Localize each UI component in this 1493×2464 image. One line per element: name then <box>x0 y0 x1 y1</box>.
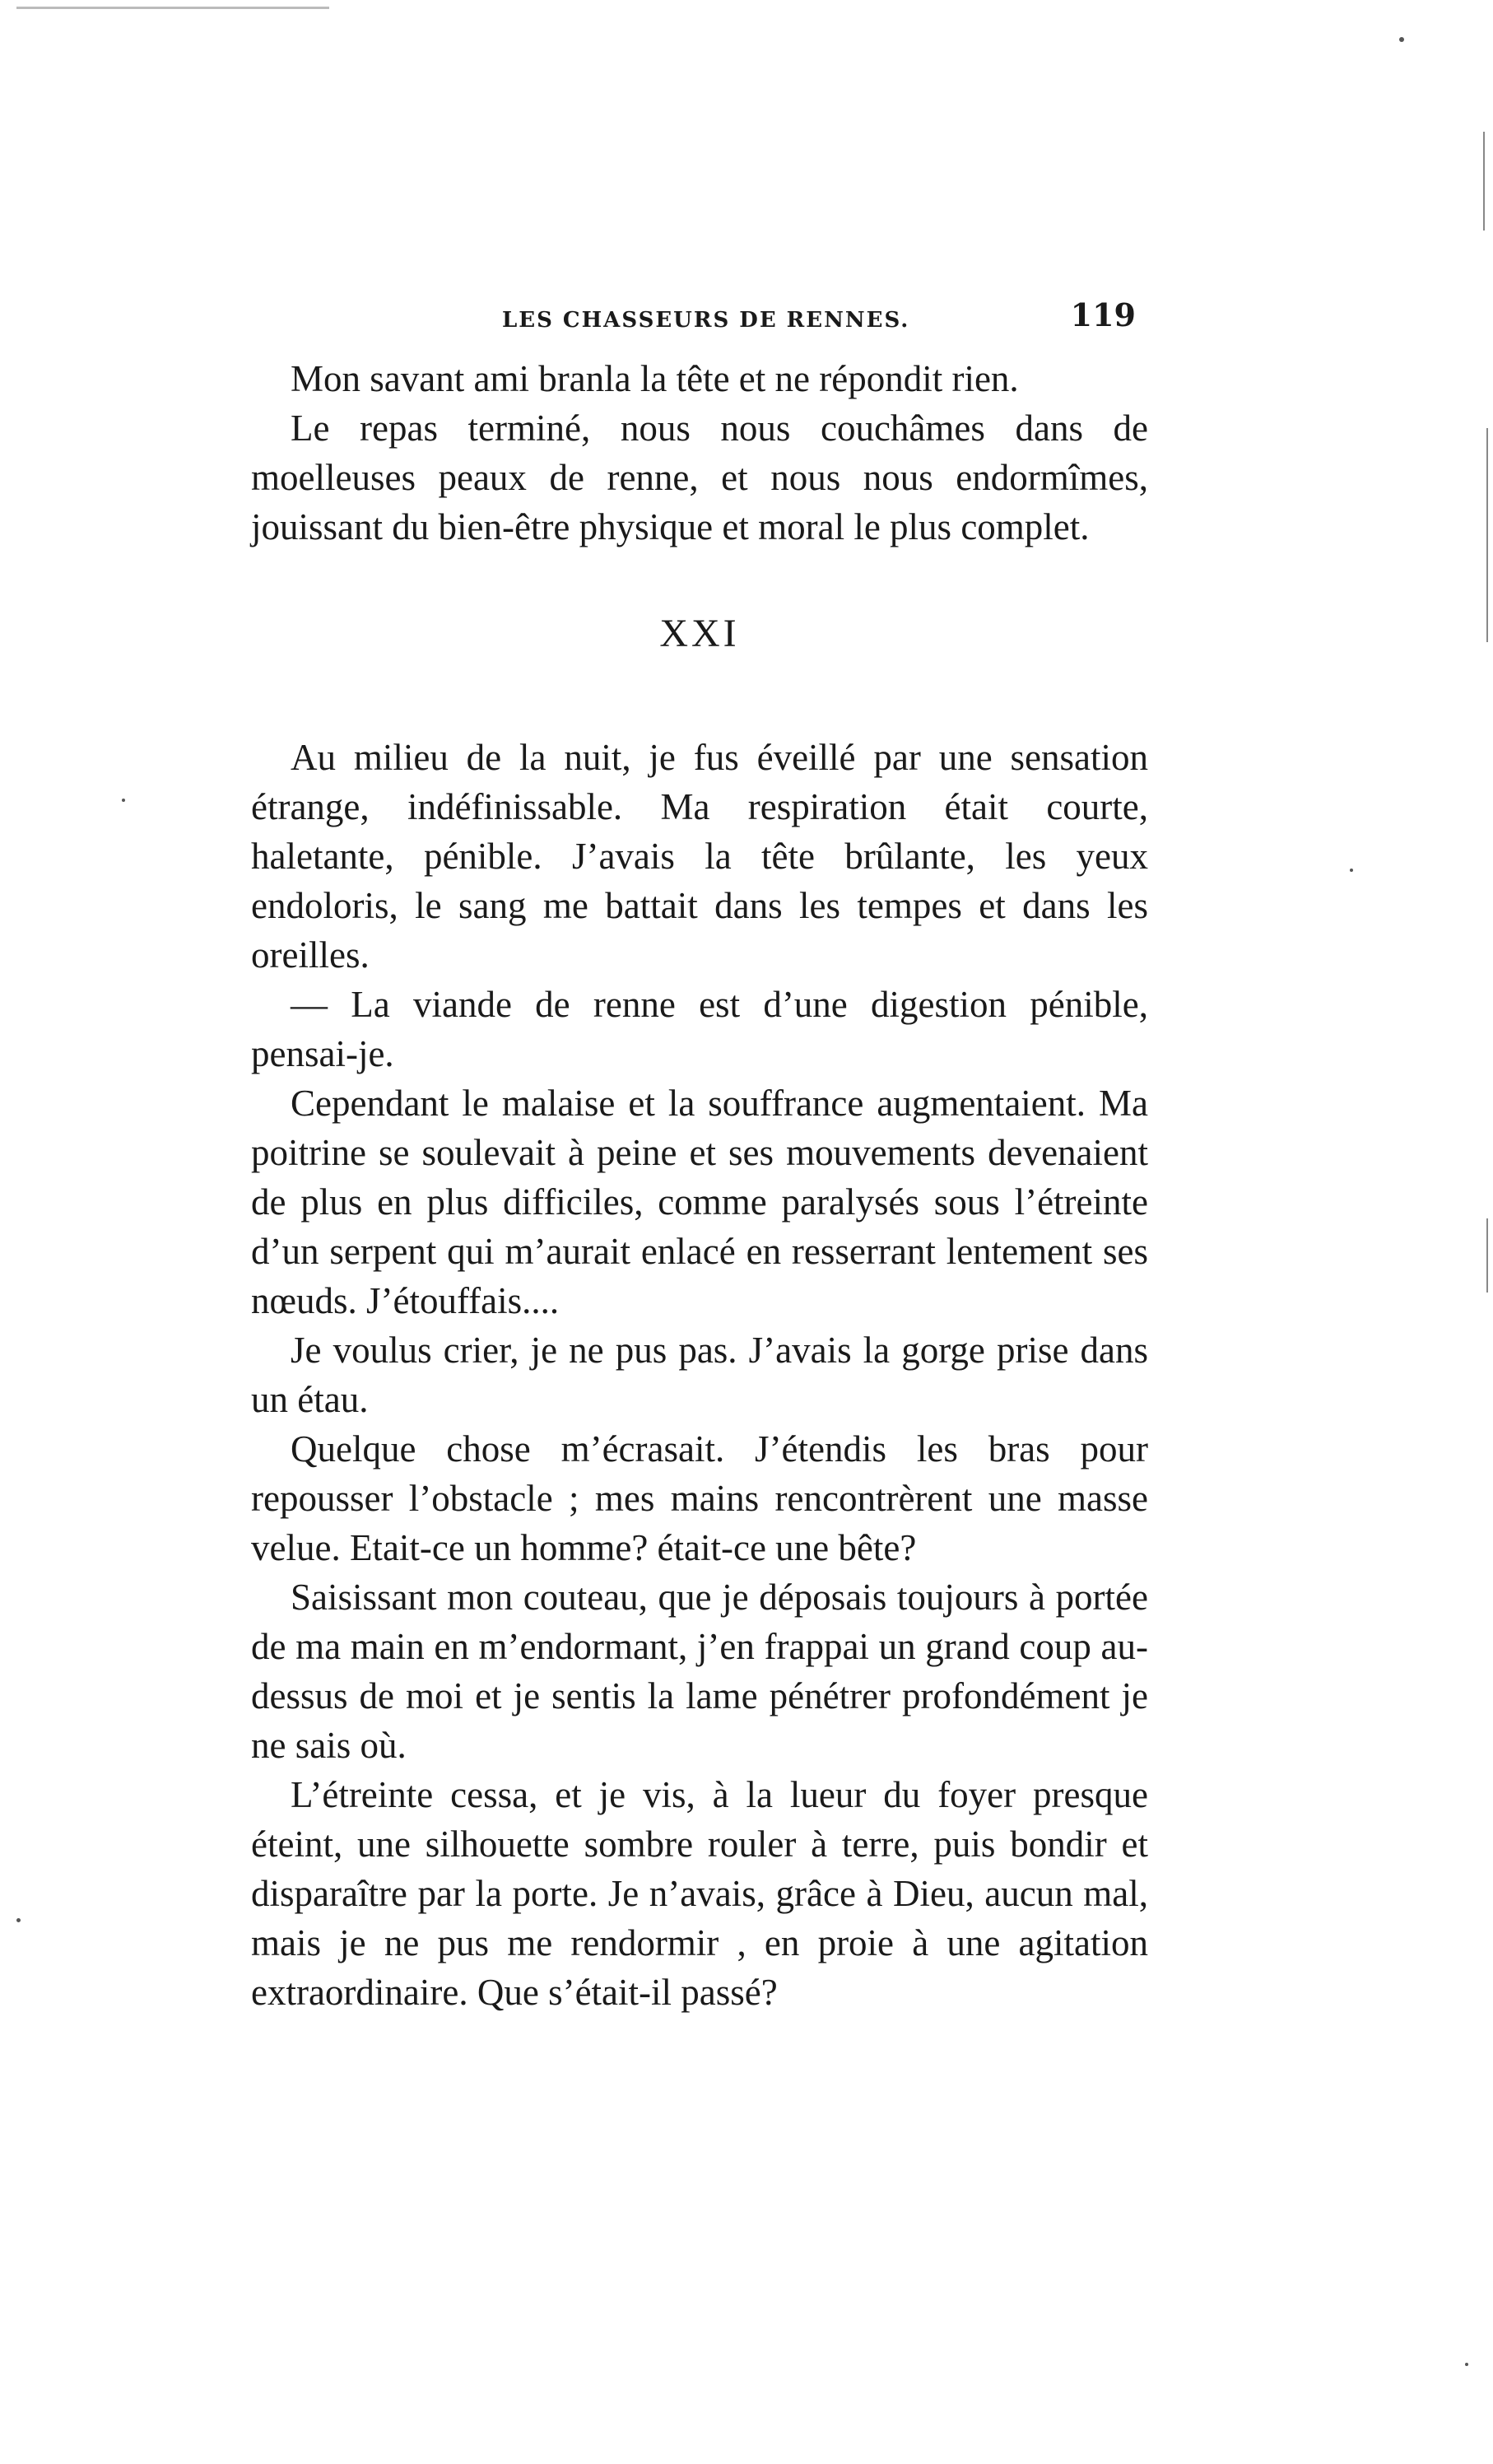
scan-edge-mark <box>1483 132 1485 231</box>
paragraph: Au milieu de la nuit, je fus éveillé par une sensation étrange, indéfinissable. Ma respiration était courte, haletante, pénible. J’avais la tête brûlante, les yeux endoloris, le sang me battait dans les tempes et dans les oreilles. <box>251 737 1148 976</box>
scan-edge-mark <box>1486 1218 1488 1293</box>
scan-speck <box>1399 37 1404 42</box>
paragraph: Cependant le malaise et la souffrance augmentaient. Ma poitrine se soulevait à peine et ses mouvements devenaient de plus en plus difficiles, comme paralysés sous l’étreinte d’un serpent qui m’aurait enlacé en resserrant lentement ses nœuds. J’étouffais.... <box>251 1083 1148 1321</box>
body-text <box>251 354 1148 2017</box>
scan-edge-mark <box>1486 428 1488 642</box>
paragraph: Quelque chose m’écrasait. J’étendis les bras pour repousser l’obstacle ; mes mains rencontrèrent une masse velue. Etait-ce un homme? était-ce une bête? <box>251 1428 1148 1568</box>
paragraph: Mon savant ami branla la tête et ne répondit rien. <box>291 358 1019 399</box>
page-number: 119 <box>1070 296 1136 333</box>
paragraph: Le repas terminé, nous nous couchâmes dans de moelleuses peaux de renne, et nous nous endormîmes, jouissant du bien-être physique et moral le plus complet. <box>251 408 1148 547</box>
paragraph: Saisissant mon couteau, que je déposais toujours à portée de ma main en m’endormant, j’en frappai un grand coup au-dessus de moi et je sentis la lame pénétrer profondément je ne sais où. <box>251 1577 1148 1766</box>
paragraph: — La viande de renne est d’une digestion pénible, pensai-je. <box>251 984 1148 1074</box>
scan-speck <box>1350 869 1353 872</box>
scan-speck <box>122 799 125 802</box>
chapter-title: XXI <box>659 612 740 655</box>
scan-speck <box>16 1918 21 1922</box>
scan-speck <box>1465 2363 1468 2366</box>
running-head <box>247 296 1136 338</box>
scan-edge-mark <box>16 7 329 9</box>
paragraph: L’étreinte cessa, et je vis, à la lueur du foyer presque éteint, une silhouette sombre rouler à terre, puis bondir et disparaître par la porte. Je n’avais, grâce à Dieu, aucun mal, mais je ne pus me rendormir , en proie à une agitation extraordinaire. Que s’était-il passé? <box>251 1774 1148 2013</box>
running-title: LES CHASSEURS DE RENNES. <box>502 308 910 333</box>
paragraph: Je voulus crier, je ne pus pas. J’avais la gorge prise dans un étau. <box>251 1330 1148 1420</box>
